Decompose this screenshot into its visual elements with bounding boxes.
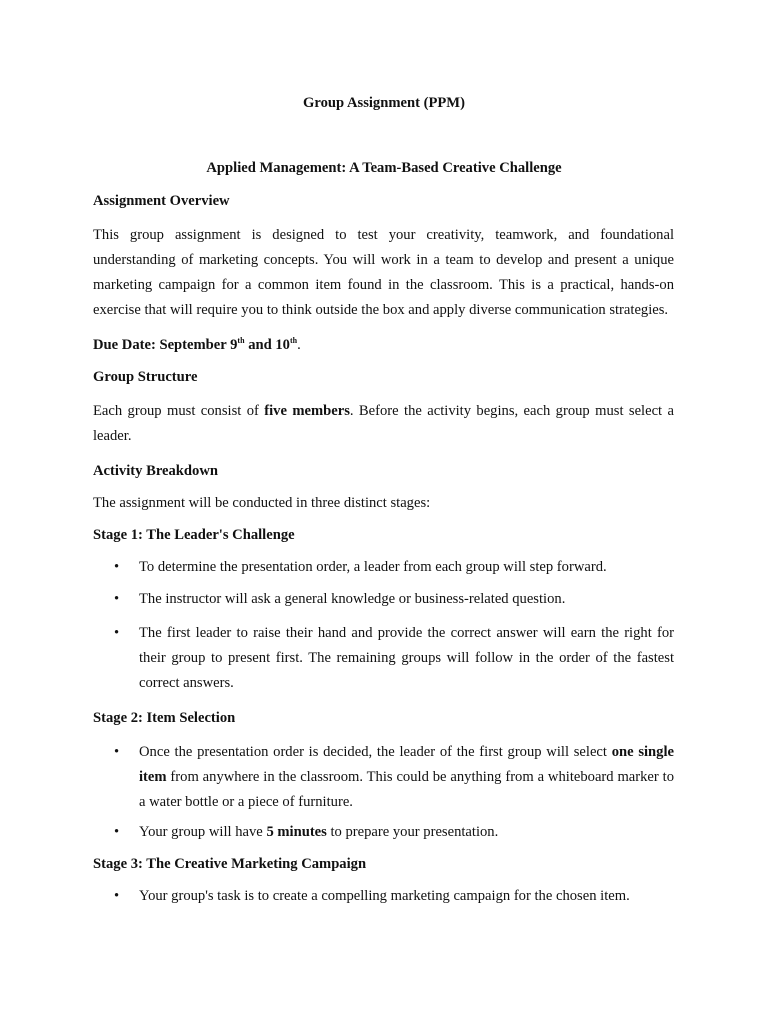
list-item-text: The first leader to raise their hand and provide the correct answer will earn the right for their group to present first. The remaining groups will follow in the order of the fastest correct answers. (139, 625, 674, 691)
bullet-icon: • (114, 625, 120, 641)
bullet-icon: • (114, 888, 120, 904)
group-structure-after: . Before the activity begins, each group must select a leader. (93, 403, 674, 444)
list-item (93, 621, 674, 696)
list-item-text-after: to prepare your presentation. (326, 824, 499, 840)
document-title: Group Assignment (PPM) (303, 95, 465, 111)
list-item (93, 589, 674, 609)
bullet-icon: • (114, 744, 120, 760)
due-date-sup-1: th (237, 336, 245, 346)
document-subtitle: Applied Management: A Team-Based Creative Challenge (206, 160, 562, 176)
activity-breakdown-heading: Activity Breakdown (93, 463, 218, 479)
list-item-text-after: from anywhere in the classroom. This could be anything from a whiteboard marker to a water bottle or a piece of furniture. (139, 769, 674, 810)
group-structure-before: Each group must consist of (93, 403, 265, 419)
list-item-text-before: Once the presentation order is decided, the leader of the first group will select (139, 744, 612, 760)
list-item-text-bold: one single item (139, 744, 675, 785)
list-item-text: To determine the presentation order, a leader from each group will step forward. (139, 559, 607, 575)
due-date-middle: and 10 (244, 337, 290, 353)
due-date-sup-2: th (289, 336, 298, 346)
stage-3-list (93, 886, 674, 906)
list-item-text: Your group's task is to create a compelling marketing campaign for the chosen item. (139, 888, 630, 904)
stage-1-list (93, 557, 674, 696)
document-body (93, 191, 674, 918)
list-item-text: The instructor will ask a general knowledge or business-related question. (139, 591, 566, 607)
group-structure-paragraph (93, 399, 674, 449)
due-date-end: . (297, 337, 301, 353)
list-item (93, 557, 674, 577)
due-date (93, 335, 674, 355)
group-structure-bold: five members (264, 403, 350, 419)
list-item-text-before: Your group will have (139, 824, 267, 840)
bullet-icon: • (114, 559, 120, 575)
stage-2-heading: Stage 2: Item Selection (93, 710, 236, 726)
activity-breakdown-text: The assignment will be conducted in three distinct stages: (93, 495, 431, 511)
bullet-icon: • (114, 824, 120, 840)
list-item (93, 886, 674, 906)
stage-1-heading: Stage 1: The Leader's Challenge (93, 527, 295, 543)
stage-3-heading: Stage 3: The Creative Marketing Campaign (93, 856, 367, 872)
due-date-prefix: Due Date: September 9 (93, 337, 238, 353)
group-structure-heading: Group Structure (93, 369, 198, 385)
list-item (93, 740, 674, 815)
overview-paragraph: This group assignment is designed to test your creativity, teamwork, and foundational understanding of marketing concepts. You will work in a team to develop and present a unique marketing campaign for a common item found in the classroom. This is a practical, hands-on exercise that will require you to think outside the box and apply diverse communication strategies. (93, 227, 674, 318)
list-item-text-bold: 5 minutes (266, 824, 327, 840)
list-item (93, 822, 674, 842)
bullet-icon: • (114, 591, 120, 607)
overview-heading: Assignment Overview (93, 193, 230, 209)
stage-2-list (93, 740, 674, 842)
